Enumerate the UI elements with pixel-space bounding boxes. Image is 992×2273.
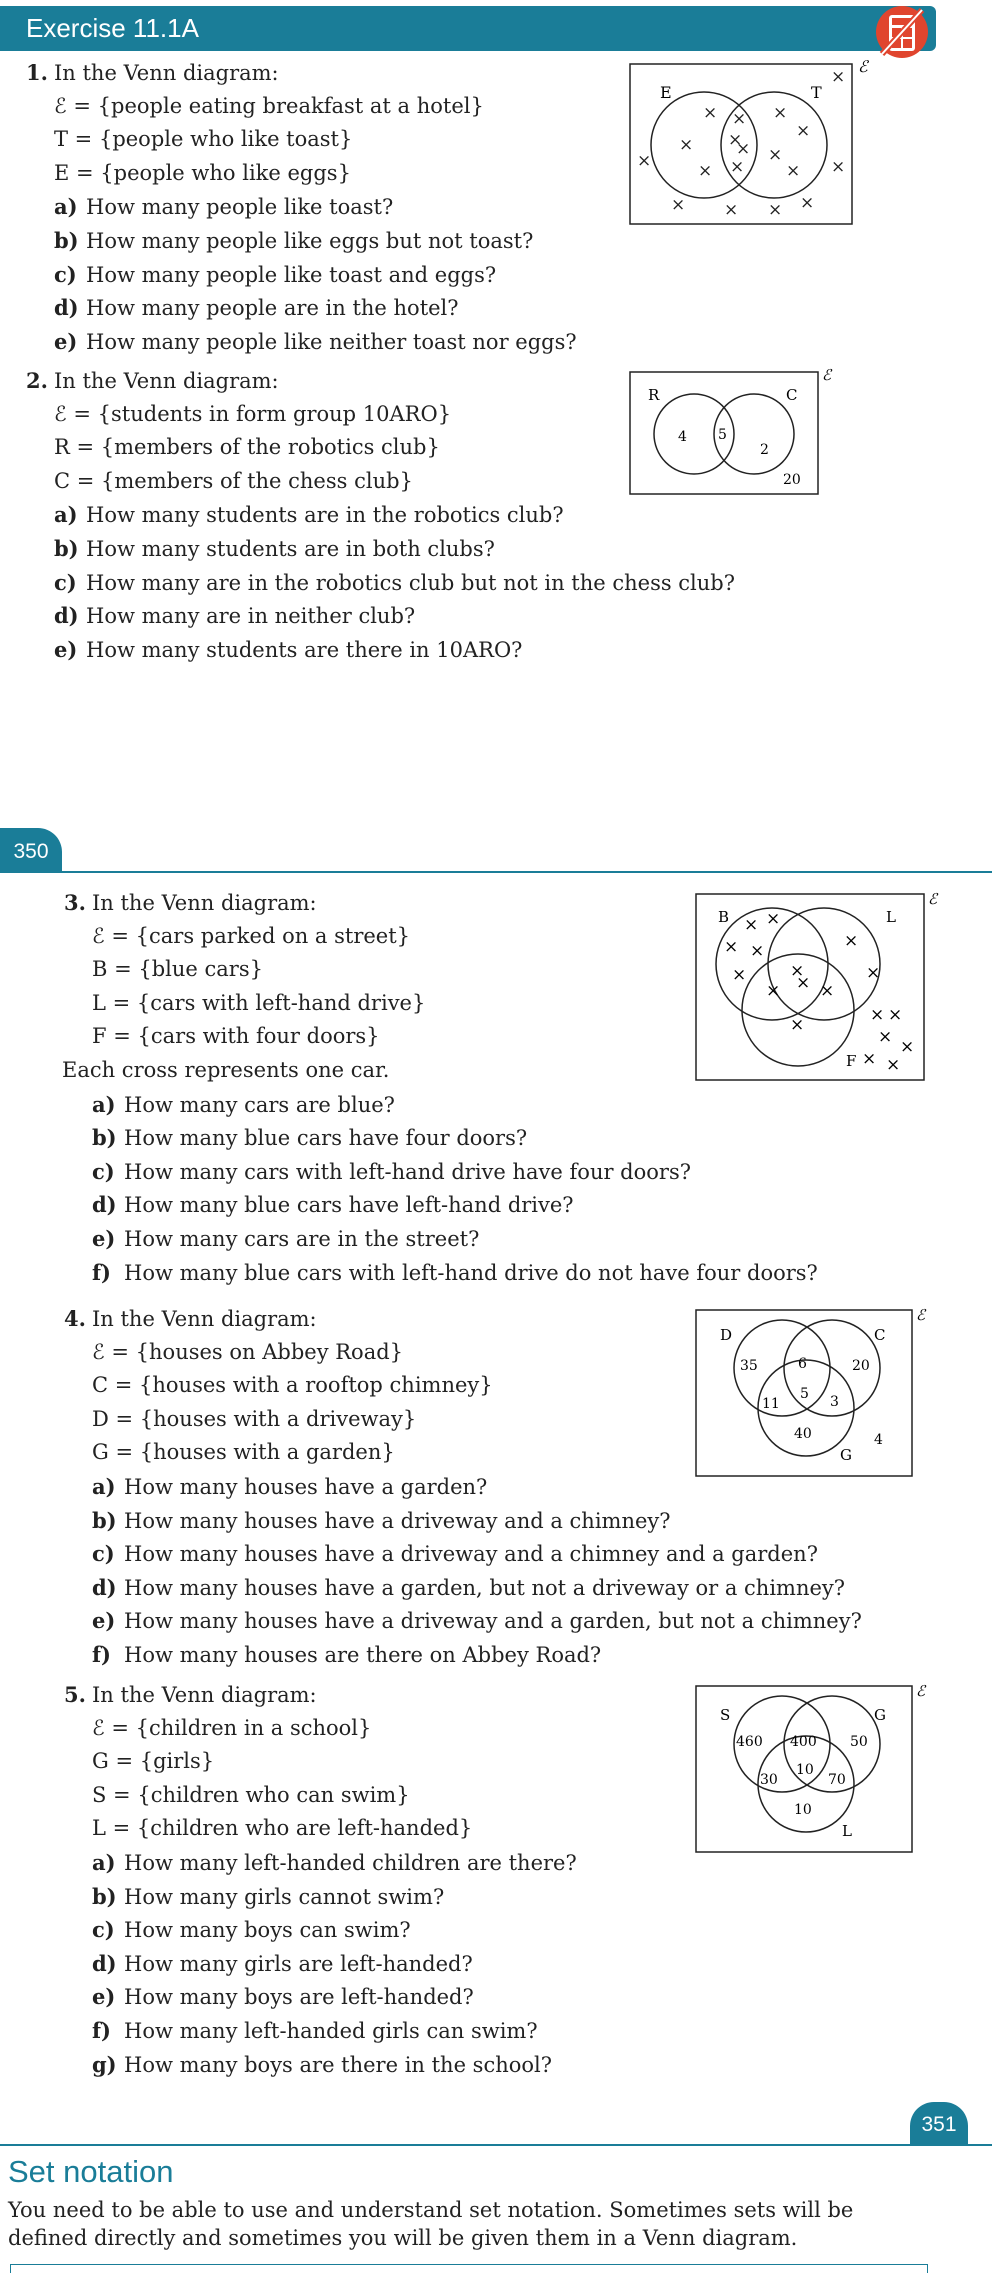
set-label-e: E: [660, 83, 672, 102]
cross-mark: ×: [773, 103, 788, 123]
cross-mark: ×: [724, 937, 739, 957]
cross-mark: ×: [866, 963, 881, 983]
part-label: a): [92, 1849, 116, 1875]
part-text: How many cars are blue?: [124, 1092, 395, 1117]
question-number: 1.: [26, 60, 48, 85]
cross-mark: ×: [796, 973, 811, 993]
cross-mark: ×: [766, 909, 781, 929]
part-label: f): [92, 1641, 111, 1667]
part-text: How many houses are there on Abbey Road?: [124, 1642, 602, 1667]
question-part: [64, 1155, 818, 1189]
part-text: How many houses have a garden?: [124, 1474, 488, 1499]
cross-mark: ×: [679, 135, 694, 155]
set-label-s: S: [720, 1706, 731, 1724]
part-label: g): [92, 2051, 117, 2077]
question-part: [64, 2048, 577, 2082]
venn-diagram-2: [628, 368, 848, 502]
part-text: How many girls cannot swim?: [124, 1884, 445, 1909]
cross-mark: ×: [732, 109, 747, 129]
set-label-g: G: [874, 1706, 886, 1724]
question-part: [26, 566, 735, 600]
part-text: How many houses have a driveway and a chimney and a garden?: [124, 1542, 818, 1567]
part-text: How many are in neither club?: [86, 604, 416, 629]
question-part: [26, 258, 577, 292]
part-label: c): [92, 1158, 115, 1184]
set-label-f: F: [846, 1052, 857, 1070]
part-label: a): [54, 502, 78, 528]
universal-set-symbol: ℰ: [916, 1682, 926, 1700]
cross-mark: ×: [862, 1049, 877, 1069]
part-text: How many students are in the robotics club?: [86, 503, 564, 528]
cross-mark: ×: [790, 961, 805, 981]
section-intro-text: You need to be able to use and understand set notation. Sometimes sets will be defined directly and sometimes you will be given them in a Venn diagram.: [8, 2198, 854, 2250]
part-text: How many people like toast and eggs?: [86, 262, 497, 287]
question-part: [26, 224, 577, 258]
cross-mark: ×: [637, 151, 652, 171]
cross-mark: ×: [790, 1015, 805, 1035]
part-text: How many students are there in 10ARO?: [86, 637, 523, 662]
part-label: e): [92, 1984, 116, 2010]
cross-mark: ×: [900, 1037, 915, 1057]
set-label-l: L: [842, 1822, 852, 1840]
part-text: How many houses have a driveway and a garden, but not a chimney?: [124, 1609, 862, 1634]
region-value: 40: [794, 1426, 812, 1442]
cross-mark: ×: [732, 965, 747, 985]
part-label: b): [54, 535, 79, 561]
question-1: [26, 56, 577, 358]
region-value: 35: [740, 1358, 758, 1374]
universal-set-symbol: ℰ: [928, 890, 938, 908]
question-part: [26, 498, 735, 532]
question-number: 3.: [64, 890, 86, 915]
cross-mark: ×: [766, 981, 781, 1001]
region-value: 5: [800, 1386, 809, 1402]
part-label: b): [54, 227, 79, 253]
cross-mark: ×: [698, 161, 713, 181]
exercise-header: [0, 6, 936, 51]
part-label: c): [54, 261, 77, 287]
set-definition: ℰ = {people eating breakfast at a hotel}: [54, 93, 484, 118]
part-text: How many blue cars have four doors?: [124, 1126, 528, 1151]
part-text: How many blue cars with left-hand drive do not have four doors?: [124, 1260, 818, 1285]
part-label: c): [92, 1917, 115, 1943]
region-value: 10: [796, 1762, 814, 1778]
set-label-c: C: [786, 386, 798, 404]
question-part: [64, 1880, 577, 1914]
part-label: c): [54, 569, 77, 595]
region-value: 6: [798, 1356, 807, 1372]
set-definition: C = {members of the chess club}: [54, 468, 413, 493]
part-label: a): [54, 194, 78, 220]
venn-diagram-5: [694, 1684, 944, 1858]
region-value: 5: [718, 427, 727, 443]
question-5: [64, 1678, 577, 2081]
question-number: 2.: [26, 368, 48, 393]
part-label: e): [54, 636, 78, 662]
cross-mark: ×: [750, 941, 765, 961]
part-text: How many people like eggs but not toast?: [86, 228, 534, 253]
set-definition: G = {girls}: [92, 1749, 215, 1774]
part-text: How many boys are left-handed?: [124, 1985, 474, 2010]
set-definition: ℰ = {students in form group 10ARO}: [54, 401, 452, 426]
part-label: a): [92, 1473, 116, 1499]
universal-set-symbol: ℰ: [916, 1306, 926, 1324]
universal-set-symbol: ℰ: [858, 57, 868, 76]
cross-mark: ×: [730, 157, 745, 177]
universal-set-symbol: ℰ: [822, 366, 832, 384]
region-value: 20: [852, 1358, 870, 1374]
info-box-edge: [10, 2264, 928, 2273]
part-label: d): [92, 1192, 117, 1218]
cross-mark: ×: [888, 1005, 903, 1025]
set-definition: F = {cars with four doors}: [92, 1024, 380, 1049]
question-part: [64, 1222, 818, 1256]
part-label: e): [92, 1225, 116, 1251]
part-label: d): [92, 1950, 117, 1976]
cross-mark: ×: [886, 1055, 901, 1075]
region-value: 4: [678, 429, 687, 445]
part-text: How many blue cars have left-hand drive?: [124, 1193, 574, 1218]
question-part: [64, 2014, 577, 2048]
part-text: How many left-handed children are there?: [124, 1850, 577, 1875]
question-part: [26, 633, 735, 667]
page-number-right: 351: [910, 2102, 968, 2146]
part-label: b): [92, 1125, 117, 1151]
part-text: How many houses have a garden, but not a driveway or a chimney?: [124, 1575, 846, 1600]
region-value: 10: [794, 1802, 812, 1818]
cross-mark: ×: [870, 1005, 885, 1025]
question-part: [64, 1571, 862, 1605]
part-label: e): [92, 1608, 116, 1634]
set-definition: T = {people who like toast}: [54, 127, 353, 152]
part-text: How many girls are left-handed?: [124, 1951, 473, 1976]
part-label: c): [92, 1541, 115, 1567]
question-part: [64, 1947, 577, 1981]
cross-mark: ×: [820, 981, 835, 1001]
question-intro: In the Venn diagram:: [54, 61, 279, 85]
part-text: How many people like neither toast nor eggs?: [86, 329, 577, 354]
page-divider: [0, 871, 992, 873]
cross-mark: ×: [831, 67, 846, 87]
question-part: [64, 1256, 818, 1290]
no-calculator-icon: [874, 2, 930, 66]
part-text: How many students are in both clubs?: [86, 536, 495, 561]
cross-mark: ×: [736, 139, 751, 159]
region-value: 30: [760, 1772, 778, 1788]
cross-mark: ×: [744, 915, 759, 935]
cross-mark: ×: [800, 193, 815, 213]
cross-mark: ×: [796, 121, 811, 141]
question-intro: In the Venn diagram:: [92, 891, 317, 915]
set-label-r: R: [648, 386, 660, 404]
part-label: a): [92, 1091, 116, 1117]
question-intro: In the Venn diagram:: [92, 1307, 317, 1331]
part-label: b): [92, 1507, 117, 1533]
question-part: [64, 1980, 577, 2014]
cross-mark: ×: [724, 200, 739, 220]
cross-mark: ×: [768, 200, 783, 220]
question-part: [26, 190, 577, 224]
question-number: 5.: [64, 1682, 86, 1707]
page-number-left: 350: [0, 828, 62, 872]
question-part: [26, 599, 735, 633]
part-text: How many are in the robotics club but not in the chess club?: [86, 570, 736, 595]
set-label-b: B: [718, 908, 730, 926]
region-value: 11: [762, 1396, 780, 1412]
question-part: [64, 1846, 577, 1880]
part-text: How many cars are in the street?: [124, 1226, 480, 1251]
region-value: 4: [874, 1432, 883, 1448]
set-definition: ℰ = {children in a school}: [92, 1715, 372, 1740]
question-part: [64, 1638, 862, 1672]
region-value: 3: [830, 1394, 839, 1410]
question-part: [64, 1121, 818, 1155]
section-title: Set notation: [8, 2154, 174, 2189]
set-definition: ℰ = {houses on Abbey Road}: [92, 1339, 404, 1364]
question-part: [26, 291, 577, 325]
set-definition: R = {members of the robotics club}: [54, 435, 440, 460]
region-value: 50: [850, 1734, 868, 1750]
region-value: 20: [783, 472, 801, 488]
cross-mark: ×: [728, 130, 743, 150]
set-definition: L = {children who are left-handed}: [92, 1816, 473, 1841]
set-definition: L = {cars with left-hand drive}: [92, 990, 426, 1015]
question-part: [64, 1088, 818, 1122]
question-intro: In the Venn diagram:: [92, 1683, 317, 1707]
part-label: d): [92, 1574, 117, 1600]
venn-diagram-4: [694, 1308, 944, 1482]
part-text: How many boys can swim?: [124, 1918, 411, 1943]
venn-diagram-3: [694, 892, 944, 1088]
cross-mark: ×: [671, 195, 686, 215]
question-part: [64, 1504, 862, 1538]
question-intro: In the Venn diagram:: [54, 369, 279, 393]
set-label-g: G: [840, 1446, 852, 1464]
set-label-c: C: [874, 1326, 886, 1344]
set-definition: ℰ = {cars parked on a street}: [92, 923, 411, 948]
cross-mark: ×: [703, 103, 718, 123]
cross-mark: ×: [831, 157, 846, 177]
question-number: 4.: [64, 1306, 86, 1331]
region-value: 2: [760, 442, 769, 458]
part-label: d): [54, 295, 79, 321]
cross-mark: ×: [844, 931, 859, 951]
question-part: [64, 1913, 577, 1947]
question-note: Each cross represents one car.: [62, 1057, 390, 1082]
set-definition: S = {children who can swim}: [92, 1782, 410, 1807]
part-label: e): [54, 328, 78, 354]
set-label-t: T: [811, 83, 822, 102]
part-label: d): [54, 603, 79, 629]
question-part: [26, 532, 735, 566]
set-definition: B = {blue cars}: [92, 957, 263, 982]
region-value: 460: [736, 1734, 763, 1750]
question-part: [64, 1188, 818, 1222]
question-part: [64, 1604, 862, 1638]
region-value: 70: [828, 1772, 846, 1788]
set-definition: D = {houses with a driveway}: [92, 1406, 417, 1431]
part-label: f): [92, 1259, 111, 1285]
exercise-title: Exercise 11.1A: [26, 13, 199, 43]
part-text: How many cars with left-hand drive have four doors?: [124, 1159, 691, 1184]
page-divider: [0, 2144, 992, 2146]
part-label: f): [92, 2017, 111, 2043]
cross-mark: ×: [786, 161, 801, 181]
question-part: [64, 1537, 862, 1571]
set-label-d: D: [720, 1326, 733, 1344]
part-text: How many boys are there in the school?: [124, 2052, 553, 2077]
cross-mark: ×: [768, 145, 783, 165]
set-definition: E = {people who like eggs}: [54, 160, 351, 185]
part-text: How many houses have a driveway and a chimney?: [124, 1508, 671, 1533]
part-text: How many people like toast?: [86, 195, 394, 220]
question-part: [26, 325, 577, 359]
part-text: How many left-handed girls can swim?: [124, 2018, 538, 2043]
part-text: How many people are in the hotel?: [86, 296, 459, 321]
cross-mark: ×: [878, 1027, 893, 1047]
venn-diagram-1: [628, 57, 868, 234]
set-label-l: L: [886, 908, 896, 926]
set-definition: C = {houses with a rooftop chimney}: [92, 1373, 493, 1398]
part-label: b): [92, 1883, 117, 1909]
set-definition: G = {houses with a garden}: [92, 1440, 395, 1465]
region-value: 400: [790, 1734, 817, 1750]
